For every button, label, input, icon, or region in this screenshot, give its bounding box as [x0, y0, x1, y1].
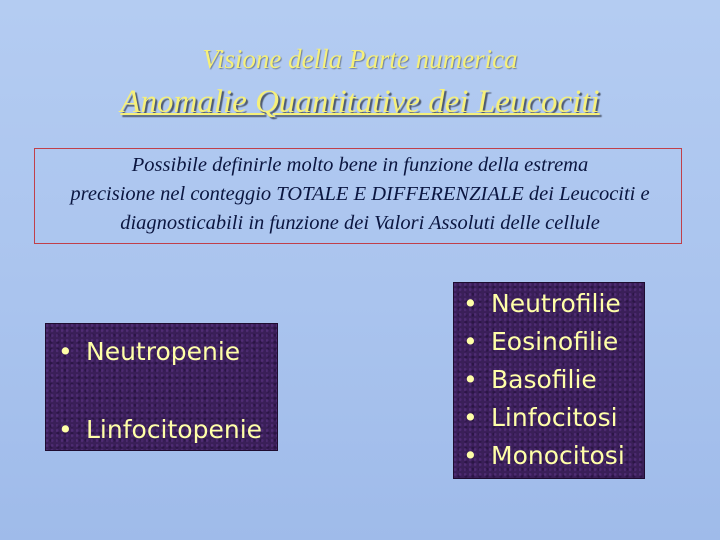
list-item-label: Linfocitosi	[491, 403, 618, 432]
bullet-icon: •	[58, 337, 73, 366]
slide-title: Anomalie Quantitative dei Leucociti	[120, 84, 600, 120]
list-item-label: Monocitosi	[491, 441, 625, 470]
description-line: precisione nel conteggio TOTALE E DIFFERENZIALE dei Leucociti e	[70, 183, 650, 205]
list-item-label: Linfocitopenie	[86, 415, 263, 444]
list-item-label: Basofilie	[491, 365, 597, 394]
list-item	[463, 399, 625, 437]
list-item	[463, 285, 625, 323]
slide-subtitle: Visione della Parte numerica	[202, 44, 518, 74]
bullet-icon: •	[463, 441, 478, 470]
bullet-icon: •	[463, 365, 478, 394]
list-item-label: Neutrofilie	[491, 289, 621, 318]
list-item-label: Neutropenie	[86, 337, 241, 366]
description-line: Possibile definirle molto bene in funzione della estrema	[131, 154, 589, 176]
bullet-icon: •	[463, 403, 478, 432]
description-text	[0, 151, 720, 238]
bullet-icon: •	[58, 415, 73, 444]
description-line: diagnosticabili in funzione dei Valori Assoluti delle cellule	[120, 212, 600, 234]
bullet-icon: •	[463, 289, 478, 318]
bullet-icon: •	[463, 327, 478, 356]
right-bullet-list	[463, 285, 625, 475]
left-bullet-list	[58, 332, 262, 488]
list-item	[463, 323, 625, 361]
list-item	[463, 361, 625, 399]
list-item-label: Eosinofilie	[491, 327, 619, 356]
list-item	[58, 332, 262, 372]
list-item	[58, 410, 262, 450]
list-item	[463, 437, 625, 475]
